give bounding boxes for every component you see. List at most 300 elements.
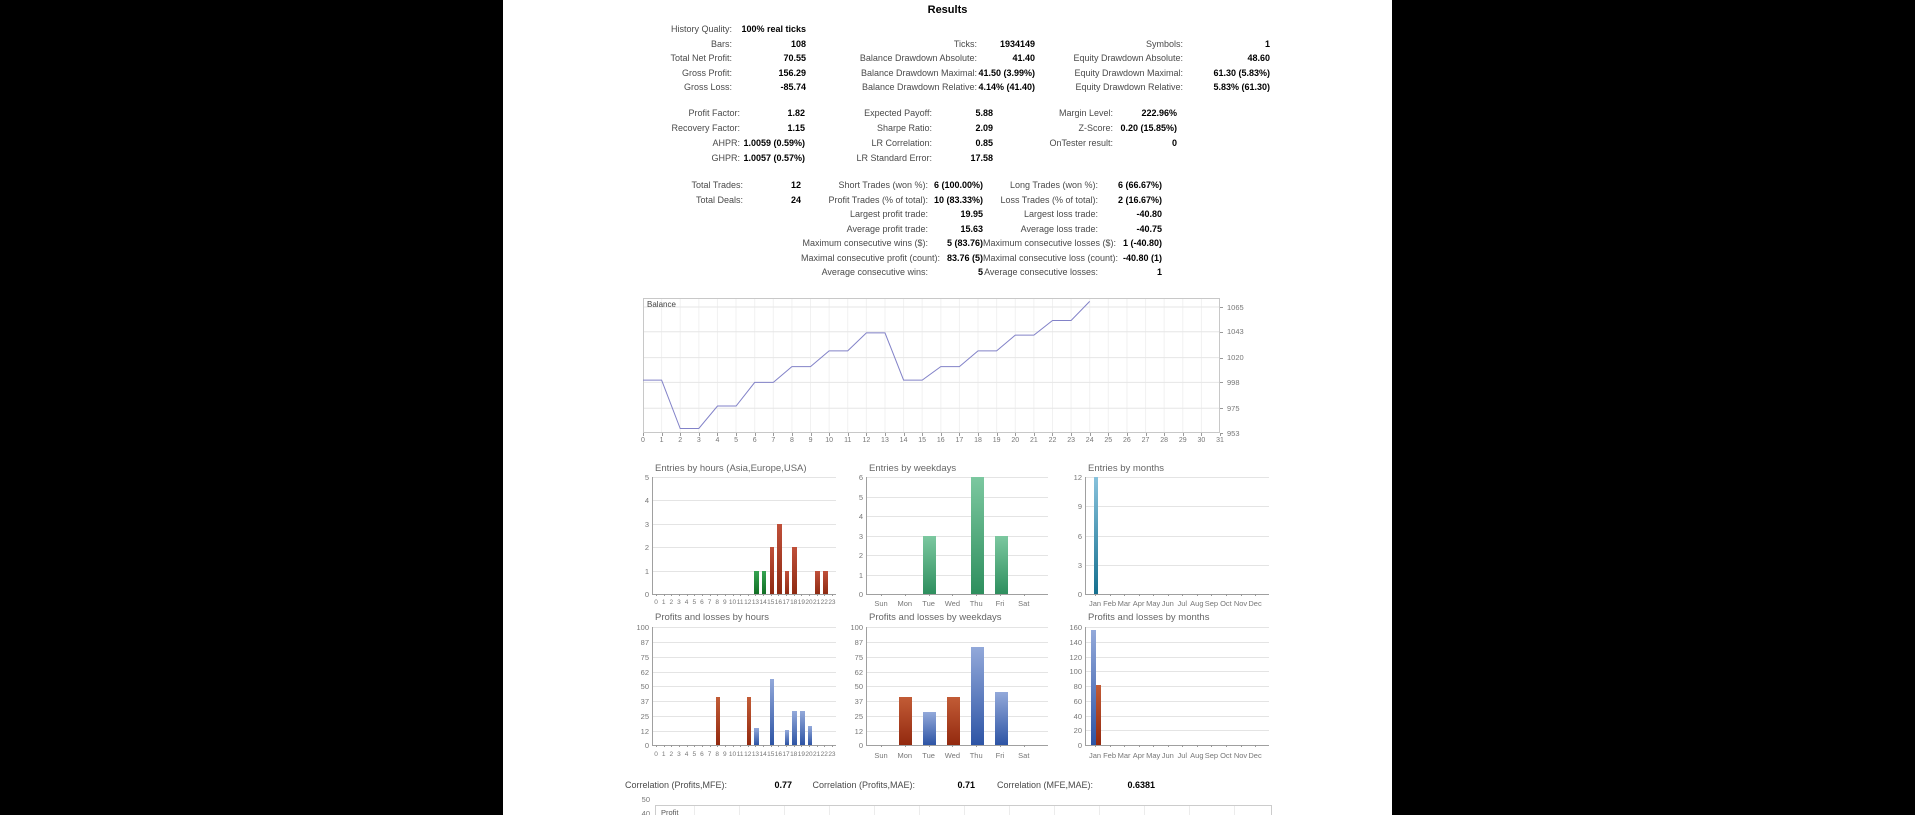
x-axis-tick-label: Nov xyxy=(1233,599,1248,608)
y-axis-tick-label: 0 xyxy=(1077,590,1082,599)
stat-value: 100% real ticks xyxy=(741,24,806,35)
x-axis-tick-label: May xyxy=(1146,751,1161,760)
stat-value: 222.96% xyxy=(1141,107,1177,118)
x-axis-tick-label: 3 xyxy=(696,437,701,444)
bar-entry_green xyxy=(754,571,759,594)
x-axis-tick-label: 17 xyxy=(782,751,790,758)
x-axis-tick-label: 16 xyxy=(774,751,783,758)
stat-value: 4.14% (41.40) xyxy=(978,82,1035,93)
stat-value: 1934149 xyxy=(999,38,1035,49)
x-axis-tick-label: 15 xyxy=(767,599,775,606)
bar-loss_red xyxy=(747,697,752,745)
x-axis-tick-label: 14 xyxy=(759,751,767,758)
x-axis-tick-label: 27 xyxy=(1141,437,1150,444)
x-axis-tick-label: Dec xyxy=(1248,751,1262,760)
stats-row xyxy=(503,120,1177,135)
x-axis-tick-label: 4 xyxy=(684,599,689,606)
x-axis-tick-label: Apr xyxy=(1132,599,1145,608)
chart-title: Profits and losses by months xyxy=(1088,612,1210,623)
x-axis-tick-label: Aug xyxy=(1190,751,1204,760)
x-axis-tick-label: May xyxy=(1146,599,1161,608)
stat-value: 156.29 xyxy=(778,67,806,78)
stat-label: Gross Profit: xyxy=(681,67,732,78)
y-axis-tick-label: 37 xyxy=(640,697,649,707)
x-axis-tick-label: 12 xyxy=(744,599,752,606)
x-axis-tick-label: Sep xyxy=(1204,751,1219,760)
x-axis-tick-label: Sat xyxy=(1018,599,1030,608)
y-axis-tick-label: 100 xyxy=(850,623,863,632)
stat-value: 0.85 xyxy=(975,137,993,148)
stat-label: Maximum consecutive losses ($): xyxy=(983,238,1117,249)
y-axis-tick-label: 87 xyxy=(640,638,649,648)
x-axis-tick-label: Tue xyxy=(922,599,935,608)
bar-profit_blue xyxy=(800,711,805,745)
y-axis-tick-label: 20 xyxy=(1073,726,1082,736)
stat-label: Margin Level: xyxy=(1058,107,1113,118)
stat-label: Sharpe Ratio: xyxy=(876,122,932,133)
x-axis-tick-label: 1 xyxy=(659,437,664,444)
entries-by-months-chart xyxy=(1050,463,1281,618)
stat-value: 108 xyxy=(790,38,806,49)
x-axis-tick-label: 1 xyxy=(661,751,666,758)
x-axis-tick-label: Mar xyxy=(1117,751,1131,760)
stats-row xyxy=(503,66,1270,81)
x-axis-tick-label: 24 xyxy=(1085,437,1094,444)
x-axis-tick-label: Sep xyxy=(1204,599,1219,608)
y-axis-tick-label: 120 xyxy=(1069,652,1082,662)
y-axis-tick-label: 50 xyxy=(854,682,863,691)
stat-label: Gross Loss: xyxy=(683,82,732,93)
bar-profit_blue xyxy=(923,712,936,745)
x-axis-tick-label: Mon xyxy=(897,751,913,760)
bar-profit_blue xyxy=(808,726,813,745)
bar-entry_green xyxy=(762,571,767,594)
stat-value: 5 xyxy=(977,267,983,278)
x-axis-tick-label: 2 xyxy=(669,599,674,606)
x-axis-tick-label: 0 xyxy=(654,599,658,606)
x-axis-tick-label: Apr xyxy=(1132,751,1145,760)
y-axis-tick-label: 37 xyxy=(854,697,863,707)
x-axis-tick-label: 6 xyxy=(700,599,704,606)
y-axis-tick-label: 0 xyxy=(858,741,863,750)
x-axis-tick-label: Thu xyxy=(969,599,983,608)
chart-plot-area xyxy=(1085,477,1269,595)
stat-label: Maximal consecutive loss (count): xyxy=(983,252,1119,263)
x-axis-tick-label: 18 xyxy=(790,751,798,758)
bar-entry_red xyxy=(777,524,782,594)
chart-plot-area xyxy=(866,627,1048,746)
x-axis-tick-label: 15 xyxy=(918,437,927,444)
stat-label: Maximal consecutive profit (count): xyxy=(801,252,941,263)
y-axis-tick-label: 0 xyxy=(1077,741,1082,750)
y-axis-tick-label: 0 xyxy=(644,741,649,750)
chart-title: Profits and losses by weekdays xyxy=(869,612,1002,623)
stats-row xyxy=(503,251,1162,266)
x-axis-tick-label: 16 xyxy=(774,599,783,606)
stat-label: Ticks: xyxy=(953,38,977,49)
x-axis-tick-label: Sun xyxy=(874,751,888,760)
stat-value: 0.71 xyxy=(957,780,975,790)
stat-value: 41.40 xyxy=(1012,53,1035,64)
y-axis-tick-label: 2 xyxy=(644,543,649,553)
x-axis-tick-label: 9 xyxy=(723,599,727,606)
x-axis-tick-label: 17 xyxy=(782,599,790,606)
y-axis-tick-label: 40 xyxy=(641,809,650,815)
y-axis-tick-label: 6 xyxy=(858,473,863,482)
stat-value: 1.82 xyxy=(787,107,805,118)
y-axis-tick-label: 40 xyxy=(1073,711,1082,721)
y-axis-tick-label: 62 xyxy=(640,667,649,677)
x-axis-tick-label: 3 xyxy=(677,751,681,758)
x-axis-tick-label: 31 xyxy=(1216,437,1224,444)
profits-losses-by-hours-chart xyxy=(617,612,848,767)
stat-value: 2 (16.67%) xyxy=(1117,194,1162,205)
stats-row xyxy=(503,150,1177,165)
x-axis-tick-label: 23 xyxy=(828,599,836,606)
x-axis-tick-label: 28 xyxy=(1160,437,1169,444)
x-axis-tick-label: 17 xyxy=(955,437,964,444)
y-axis-tick-label: 100 xyxy=(636,623,649,632)
profits-losses-by-months-chart xyxy=(1050,612,1281,767)
x-axis-tick-label: Sat xyxy=(1018,751,1030,760)
y-axis-tick-label: 75 xyxy=(640,652,649,662)
stat-label: Total Trades: xyxy=(691,180,743,191)
bar-entry_red xyxy=(785,571,790,594)
x-axis-tick-label: 23 xyxy=(1067,437,1075,444)
y-axis-tick-label: 80 xyxy=(1073,682,1082,691)
x-axis-tick-label: 29 xyxy=(1178,437,1187,444)
stat-value: 48.60 xyxy=(1247,53,1270,64)
chart-plot-area xyxy=(866,477,1048,595)
y-axis-tick-label: 1 xyxy=(858,570,863,580)
x-axis-tick-label: 21 xyxy=(813,599,821,606)
x-axis-tick-label: 22 xyxy=(1048,437,1057,444)
stat-label: Balance Drawdown Maximal: xyxy=(860,67,977,78)
x-axis-tick-label: 2 xyxy=(669,751,674,758)
stat-label: Z-Score: xyxy=(1078,122,1113,133)
y-axis-tick-label: 50 xyxy=(640,682,649,691)
x-axis-tick-label: 12 xyxy=(862,437,871,444)
x-axis-tick-label: 7 xyxy=(771,437,776,444)
y-axis-tick-label: 4 xyxy=(644,496,649,506)
x-axis-tick-label: 22 xyxy=(820,599,828,606)
chart-title: Balance xyxy=(647,300,676,309)
stats-row xyxy=(503,178,1162,193)
stats-row xyxy=(503,236,1162,251)
stat-value: 5.83% (61.30) xyxy=(1213,82,1270,93)
x-axis-tick-label: Oct xyxy=(1220,599,1232,608)
x-axis-tick-label: Fri xyxy=(995,599,1005,608)
stat-label: Expected Payoff: xyxy=(864,107,932,118)
chart-title: Entries by hours (Asia,Europe,USA) xyxy=(655,463,807,474)
stats-row xyxy=(503,37,1270,52)
stat-label: Average profit trade: xyxy=(846,223,928,234)
y-axis-tick-label: 0 xyxy=(858,590,863,599)
stat-label: Balance Drawdown Relative: xyxy=(861,82,977,93)
stat-label: Total Deals: xyxy=(695,194,743,205)
x-axis-tick-label: Jan xyxy=(1088,599,1102,608)
x-axis-tick-label: 8 xyxy=(789,437,794,444)
y-axis-tick-label: 1065 xyxy=(1227,302,1244,312)
x-axis-tick-label: 19 xyxy=(992,437,1001,444)
bar-entry_red xyxy=(815,571,820,594)
x-axis-tick-label: 20 xyxy=(805,751,813,758)
bar-loss_red xyxy=(899,697,912,745)
stat-value: 2.09 xyxy=(975,122,993,133)
correlations-table xyxy=(503,778,1155,792)
x-axis-tick-label: Thu xyxy=(969,751,983,760)
entries-by-hours-chart xyxy=(617,463,848,618)
x-axis-tick-label: 9 xyxy=(723,751,727,758)
x-axis-tick-label: Nov xyxy=(1233,751,1248,760)
stat-label: Equity Drawdown Absolute: xyxy=(1073,53,1183,64)
x-axis-tick-label: 16 xyxy=(936,437,945,444)
stat-value: 1.15 xyxy=(787,122,805,133)
bar-profit_blue xyxy=(785,730,790,745)
x-axis-tick-label: Jun xyxy=(1161,751,1174,760)
x-axis-tick-label: 15 xyxy=(767,751,775,758)
stat-label: Largest profit trade: xyxy=(849,209,928,220)
bar-profit_blue xyxy=(1091,630,1096,745)
x-axis-tick-label: 8 xyxy=(715,599,719,606)
x-axis-tick-label: 12 xyxy=(744,751,752,758)
stat-label: OnTester result: xyxy=(1049,137,1113,148)
x-axis-tick-label: 11 xyxy=(736,599,744,606)
bar-weekday_green xyxy=(923,536,936,595)
stat-value: 83.76 (5) xyxy=(946,252,983,263)
x-axis-tick-label: 10 xyxy=(825,437,834,444)
stats-row xyxy=(503,193,1162,208)
stat-value: 12 xyxy=(790,180,801,191)
y-axis-tick-label: 60 xyxy=(1073,696,1082,706)
x-axis-tick-label: 0 xyxy=(641,437,645,444)
stat-value: 0.77 xyxy=(774,780,792,790)
stats-row xyxy=(503,222,1162,237)
y-axis-tick-label: 6 xyxy=(1077,531,1082,541)
stat-value: 15.63 xyxy=(960,223,983,234)
stat-value: 6 (100.00%) xyxy=(933,180,983,191)
stat-label: Average consecutive losses: xyxy=(984,267,1098,278)
x-axis-tick-label: 10 xyxy=(728,599,737,606)
x-axis-tick-label: Dec xyxy=(1248,599,1262,608)
bar-profit_blue xyxy=(971,647,984,745)
x-axis-tick-label: Mon xyxy=(897,599,913,608)
x-axis-tick-label: 26 xyxy=(1123,437,1131,444)
stats-row xyxy=(503,22,1270,37)
x-axis-tick-label: 2 xyxy=(678,437,683,444)
x-axis-tick-label: Jul xyxy=(1177,599,1188,608)
stat-label: Recovery Factor: xyxy=(671,122,740,133)
bar-profit_blue xyxy=(792,711,797,745)
bar-loss_red xyxy=(1096,685,1101,745)
stat-label: Correlation (MFE,MAE): xyxy=(996,780,1093,790)
entries-by-weekdays-chart xyxy=(831,463,1060,618)
x-axis-tick-label: Oct xyxy=(1220,751,1232,760)
y-axis-tick-label: 140 xyxy=(1069,637,1082,647)
stat-label: Correlation (Profits,MAE): xyxy=(812,780,915,790)
x-axis-tick-label: Feb xyxy=(1103,599,1117,608)
stats-trades-table xyxy=(503,178,1162,280)
y-axis-tick-label: 953 xyxy=(1227,428,1240,438)
x-axis-tick-label: 19 xyxy=(797,751,805,758)
y-axis-tick-label: 62 xyxy=(854,667,863,677)
x-axis-tick-label: 11 xyxy=(736,751,744,758)
bar-entry_red xyxy=(823,571,828,594)
x-axis-tick-label: Wed xyxy=(944,751,961,760)
stat-label: Equity Drawdown Relative: xyxy=(1075,82,1183,93)
x-axis-tick-label: 5 xyxy=(692,751,697,758)
stat-value: 1 xyxy=(1264,38,1270,49)
y-axis-tick-label: 4 xyxy=(858,512,863,521)
stat-value: 1 (-40.80) xyxy=(1122,238,1162,249)
y-axis-tick-label: 2 xyxy=(858,551,863,560)
y-axis-tick-label: 25 xyxy=(854,711,863,721)
x-axis-tick-label: Sun xyxy=(874,599,888,608)
x-axis-tick-label: Fri xyxy=(995,751,1005,760)
stat-label: LR Correlation: xyxy=(871,137,932,148)
stats-row xyxy=(503,207,1162,222)
x-axis-tick-label: 30 xyxy=(1197,437,1206,444)
chart-title: Profits and losses by hours xyxy=(655,612,770,623)
stat-value: 41.50 (3.99%) xyxy=(978,67,1035,78)
y-axis-tick-label: 5 xyxy=(644,473,649,482)
x-axis-tick-label: 1 xyxy=(661,599,666,606)
y-axis-tick-label: 3 xyxy=(644,519,649,529)
stat-label: Balance Drawdown Absolute: xyxy=(859,53,977,64)
stat-label: Equity Drawdown Maximal: xyxy=(1074,67,1183,78)
bar-weekday_green xyxy=(971,477,984,594)
stat-label: Largest loss trade: xyxy=(1023,209,1098,220)
bar-weekday_green xyxy=(995,536,1008,595)
x-axis-tick-label: 20 xyxy=(1011,437,1020,444)
x-axis-tick-label: 13 xyxy=(751,599,760,606)
chart-title: Entries by months xyxy=(1088,463,1165,474)
stat-label: GHPR: xyxy=(711,152,740,163)
y-axis-tick-label: 998 xyxy=(1227,377,1240,387)
stat-value: 1.0059 (0.59%) xyxy=(743,137,805,148)
x-axis-tick-label: Jul xyxy=(1177,751,1188,760)
stats-row xyxy=(503,265,1162,280)
x-axis-tick-label: 13 xyxy=(751,751,760,758)
stat-label: Profit Factor: xyxy=(688,107,740,118)
x-axis-tick-label: 21 xyxy=(1029,437,1038,444)
stat-label: Total Net Profit: xyxy=(670,53,732,64)
stat-value: 5.88 xyxy=(975,107,993,118)
y-axis-tick-label: 87 xyxy=(854,638,863,648)
x-axis-tick-label: 4 xyxy=(684,751,689,758)
x-axis-tick-label: 18 xyxy=(974,437,982,444)
x-axis-tick-label: Jan xyxy=(1088,751,1102,760)
stats-row xyxy=(503,80,1270,95)
x-axis-tick-label: 18 xyxy=(790,599,798,606)
y-axis-tick-label: 50 xyxy=(641,795,650,804)
x-axis-tick-label: 13 xyxy=(881,437,889,444)
stat-label: Average loss trade: xyxy=(1020,223,1098,234)
stat-label: Symbols: xyxy=(1145,38,1183,49)
stat-value: 19.95 xyxy=(960,209,983,220)
x-axis-tick-label: 23 xyxy=(828,751,836,758)
x-axis-tick-label: Wed xyxy=(944,599,961,608)
x-axis-tick-label: Aug xyxy=(1190,599,1204,608)
bar-profit_blue xyxy=(754,728,759,745)
y-axis-tick-label: 75 xyxy=(854,652,863,662)
y-axis-tick-label: 1020 xyxy=(1227,353,1244,363)
stat-value: 17.58 xyxy=(970,152,993,163)
y-axis-tick-label: 1 xyxy=(644,566,649,576)
x-axis-tick-label: 21 xyxy=(813,751,821,758)
y-axis-tick-label: 100 xyxy=(1069,667,1082,677)
x-axis-tick-label: Feb xyxy=(1103,751,1117,760)
stat-value: -40.80 xyxy=(1136,209,1162,220)
y-axis-tick-label: 1043 xyxy=(1227,327,1244,337)
stat-label: Bars: xyxy=(710,38,732,49)
stats-summary-table xyxy=(503,22,1270,95)
y-axis-tick-label: 3 xyxy=(858,531,863,541)
chart-title: Entries by weekdays xyxy=(869,463,957,474)
stat-value: 0.20 (15.85%) xyxy=(1120,122,1177,133)
y-axis-tick-label: 12 xyxy=(1073,473,1082,482)
bar-entry_red xyxy=(792,547,797,594)
stats-row xyxy=(503,778,1155,792)
stat-value: 61.30 (5.83%) xyxy=(1213,67,1270,78)
stat-label: AHPR: xyxy=(712,137,740,148)
stat-value: 5 (83.76) xyxy=(946,238,983,249)
x-axis-tick-label: 5 xyxy=(692,599,697,606)
balance-line-plot xyxy=(643,298,1243,435)
x-axis-tick-label: Tue xyxy=(922,751,935,760)
y-axis-tick-label: 3 xyxy=(1077,560,1082,570)
stat-label: Correlation (Profits,MFE): xyxy=(624,780,727,790)
stat-label: Profit Trades (% of total): xyxy=(828,194,928,205)
y-axis-tick-label: 0 xyxy=(644,590,649,599)
chart-title: Profit xyxy=(661,808,679,815)
x-axis-tick-label: 22 xyxy=(820,751,828,758)
y-axis-tick-label: 160 xyxy=(1069,623,1082,632)
bar-profit_blue xyxy=(770,679,775,745)
stat-value: -40.75 xyxy=(1136,223,1162,234)
stat-value: 0 xyxy=(1171,137,1177,148)
bar-month_blue xyxy=(1094,477,1099,594)
bar-loss_red xyxy=(716,697,721,745)
profits-losses-by-weekdays-chart xyxy=(831,612,1060,767)
stat-value: 6 (66.67%) xyxy=(1117,180,1162,191)
bar-profit_blue xyxy=(995,692,1008,745)
x-axis-tick-label: 14 xyxy=(759,599,767,606)
balance-chart xyxy=(643,298,1323,458)
y-axis-tick-label: 5 xyxy=(858,492,863,502)
x-axis-tick-label: Mar xyxy=(1117,599,1131,608)
x-axis-tick-label: 7 xyxy=(707,599,712,606)
x-axis-tick-label: 10 xyxy=(728,751,737,758)
stat-value: 24 xyxy=(790,194,801,205)
x-axis-tick-label: 0 xyxy=(654,751,658,758)
x-axis-tick-label: 9 xyxy=(808,437,813,444)
chart-plot-area xyxy=(652,477,836,595)
chart-plot-area xyxy=(652,627,836,746)
stats-row xyxy=(503,105,1177,120)
stat-value: -85.74 xyxy=(780,82,806,93)
y-axis-tick-label: 12 xyxy=(640,726,649,736)
results-report xyxy=(503,0,1392,815)
x-axis-tick-label: 11 xyxy=(844,437,852,444)
stat-label: LR Standard Error: xyxy=(856,152,932,163)
x-axis-tick-label: 25 xyxy=(1104,437,1113,444)
stat-label: Average consecutive wins: xyxy=(821,267,928,278)
stat-label: History Quality: xyxy=(670,24,732,35)
y-axis-tick-label: 9 xyxy=(1077,502,1082,512)
x-axis-tick-label: 8 xyxy=(715,751,719,758)
stats-ratios-table xyxy=(503,105,1177,165)
